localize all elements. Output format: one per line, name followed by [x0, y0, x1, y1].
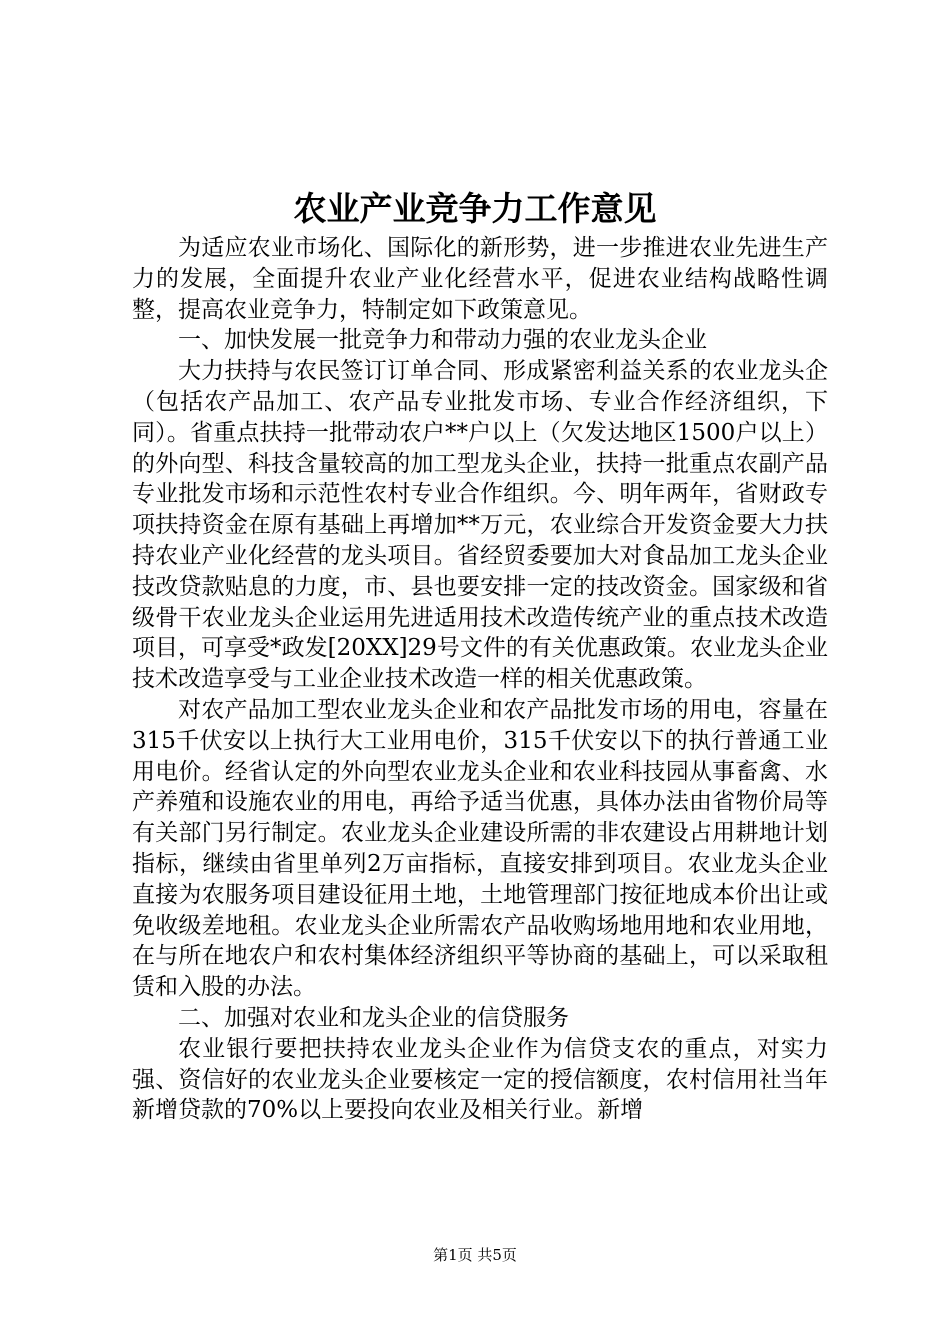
paragraph-section-1-a: 大力扶持与农民签订订单合同、形成紧密利益关系的农业龙头企（包括农产品加工、农产品专业批发市场、专业合作经济组织，下同）。省重点扶持一批带动农户**户以上（欠发达地区1500户以上）的外向型、科技含量较高的加工型龙头企业，扶持一批重点农副产品专业批发市场和示范性农村专业合作组织。今、明年两年，省财政专项扶持资金在原有基础上再增加**万元，农业综合开发资金要大力扶持农业产业化经营的龙头项目。省经贸委要加大对食品加工龙头企业技改贷款贴息的力度，市、县也要安排一定的技改资金。国家级和省级骨干农业龙头企业运用先进适用技术改造传统产业的重点技术改造项目，可享受*政发[20XX]29号文件的有关优惠政策。农业龙头企业技术改造享受与工业企业技术改造一样的相关优惠政策。 — [132, 358, 828, 693]
document-body — [132, 233, 828, 1126]
page-title: 农业产业竞争力工作意见 — [293, 189, 657, 228]
paragraph-intro: 为适应农业市场化、国际化的新形势，进一步推进农业先进生产力的发展，全面提升农业产业化经营水平，促进农业结构战略性调整，提高农业竞争力，特制定如下政策意见。 — [132, 235, 828, 323]
section-heading-2: 二、加强对农业和龙头企业的信贷服务 — [178, 1004, 569, 1031]
paragraph-section-1-b: 对农产品加工型农业龙头企业和农产品批发市场的用电，容量在315千伏安以上执行大工业用电价，315千伏安以下的执行普通工业用电价。经省认定的外向型农业龙头企业和农业科技园从事畜禽、水产养殖和设施农业的用电，再给予适当优惠，具体办法由省物价局等有关部门另行制定。农业龙头企业建设所需的非农建设占用耕地计划指标，继续由省里单列2万亩指标，直接安排到项目。农业龙头企业直接为农服务项目建设征用土地，土地管理部门按征地成本价出让或免收级差地租。农业龙头企业所需农产品收购场地用地和农业用地，在与所在地农户和农村集体经济组织平等协商的基础上，可以采取租赁和入股的办法。 — [132, 696, 828, 1001]
page-footer: 第1页 共5页 — [433, 1246, 517, 1264]
section-heading-1: 一、加快发展一批竞争力和带动力强的农业龙头企业 — [178, 327, 707, 354]
paragraph-section-2-a: 农业银行要把扶持农业龙头企业作为信贷支农的重点，对实力强、资信好的农业龙头企业要核定一定的授信额度，农村信用社当年新增贷款的70%以上要投向农业及相关行业。新增 — [132, 1035, 828, 1124]
